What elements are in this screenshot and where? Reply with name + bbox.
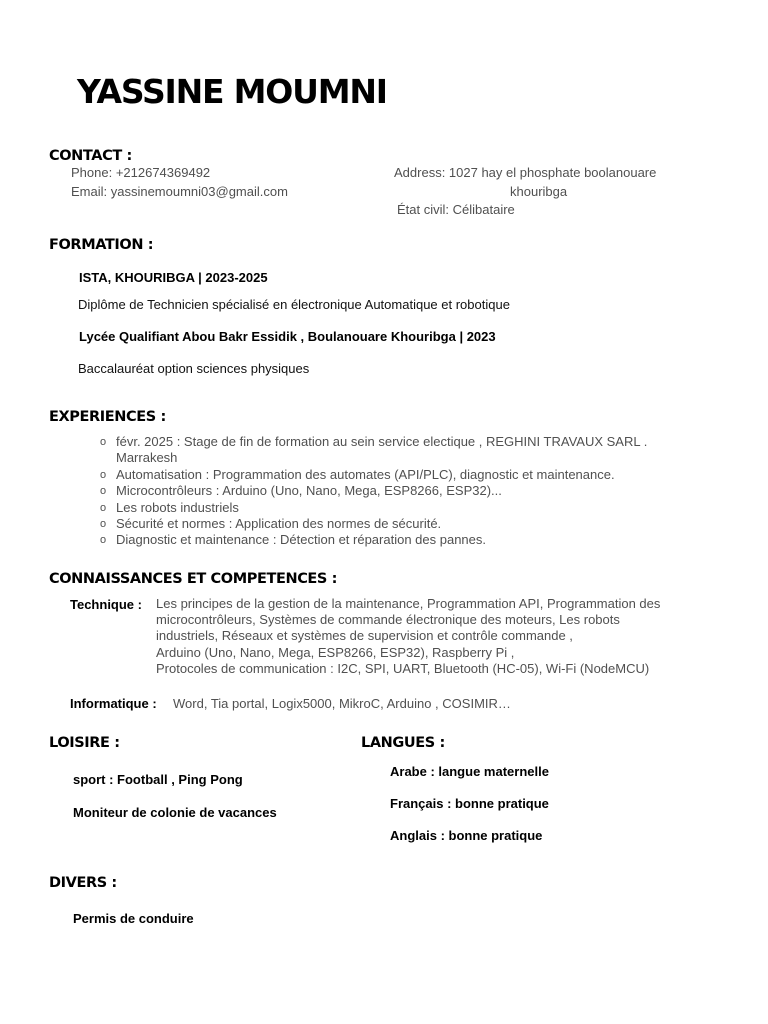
bullet-icon: o <box>100 518 107 531</box>
divers-heading: DIVERS : <box>49 875 117 891</box>
experience-item <box>100 483 660 499</box>
langues-heading: LANGUES : <box>361 735 445 751</box>
bullet-icon: o <box>100 534 107 547</box>
experience-text: Microcontrôleurs : Arduino (Uno, Nano, Mega, ESP8266, ESP32)... <box>116 483 502 499</box>
experience-text: Diagnostic et maintenance : Détection et réparation des pannes. <box>116 532 487 548</box>
competences-heading: CONNAISSANCES ET COMPETENCES : <box>49 571 338 587</box>
experience-item <box>100 532 660 548</box>
contact-phone: Phone: +212674369492 <box>71 165 211 180</box>
langue-item: Anglais : bonne pratique <box>390 828 543 843</box>
experience-text: févr. 2025 : Stage de fin de formation au sein service electique , REGHINI TRAVAUX SARL . <box>116 434 648 449</box>
technique-line: microcontrôleurs, Systèmes de commande électronique des moteurs, Les robots <box>156 612 620 628</box>
contact-address-city: khouribga <box>510 184 568 199</box>
contact-heading: CONTACT : <box>49 148 132 164</box>
contact-civil-status: État civil: Célibataire <box>397 202 515 217</box>
formation-detail-2: Baccalauréat option sciences physiques <box>78 361 310 376</box>
formation-school-2: Lycée Qualifiant Abou Bakr Essidik , Boulanouare Khouribga | 2023 <box>79 329 496 344</box>
experience-text: Les robots industriels <box>116 499 239 515</box>
loisire-item: sport : Football , Ping Pong <box>73 772 243 787</box>
informatique-text: Word, Tia portal, Logix5000, MikroC, Arduino , COSIMIR… <box>173 696 511 711</box>
contact-address: Address: 1027 hay el phosphate boolanouare <box>394 165 657 180</box>
contact-email: Email: yassinemoumni03@gmail.com <box>71 184 288 199</box>
formation-heading: FORMATION : <box>49 237 154 253</box>
experience-text: Automatisation : Programmation des automates (API/PLC), diagnostic et maintenance. <box>116 466 615 482</box>
technique-line: Protocoles de communication : I2C, SPI, UART, Bluetooth (HC-05), Wi-Fi (NodeMCU) <box>156 660 650 676</box>
experience-text-cont: Marrakesh <box>116 450 178 466</box>
langue-item: Français : bonne pratique <box>390 796 549 811</box>
loisire-item: Moniteur de colonie de vacances <box>73 805 277 820</box>
experience-text: Sécurité et normes : Application des normes de sécurité. <box>116 516 442 532</box>
experience-item <box>100 500 660 516</box>
cv-name: YASSINE MOUMNI <box>77 72 387 111</box>
informatique-label: Informatique : <box>70 696 157 711</box>
formation-detail-1: Diplôme de Technicien spécialisé en électronique Automatique et robotique <box>78 297 510 312</box>
bullet-icon: o <box>100 468 107 481</box>
technique-line: industriels, Réseaux et systèmes de supervision et contrôle commande , <box>156 628 573 644</box>
experience-item <box>100 434 660 467</box>
technique-line: Les principes de la gestion de la maintenance, Programmation API, Programmation des <box>156 596 661 611</box>
technique-line: Arduino (Uno, Nano, Mega, ESP8266, ESP32), Raspberry Pi , <box>156 644 515 660</box>
experiences-list <box>100 434 660 549</box>
experiences-heading: EXPERIENCES : <box>49 409 166 425</box>
technique-text <box>156 596 676 677</box>
formation-school-1: ISTA, KHOURIBGA | 2023-2025 <box>79 270 268 285</box>
langue-item: Arabe : langue maternelle <box>390 764 549 779</box>
technique-label: Technique : <box>70 597 142 612</box>
loisire-heading: LOISIRE : <box>49 735 120 751</box>
experience-item <box>100 516 660 532</box>
experience-item <box>100 467 660 483</box>
bullet-icon: o <box>100 436 107 448</box>
divers-item: Permis de conduire <box>73 911 194 926</box>
bullet-icon: o <box>100 501 107 514</box>
bullet-icon: o <box>100 485 107 498</box>
